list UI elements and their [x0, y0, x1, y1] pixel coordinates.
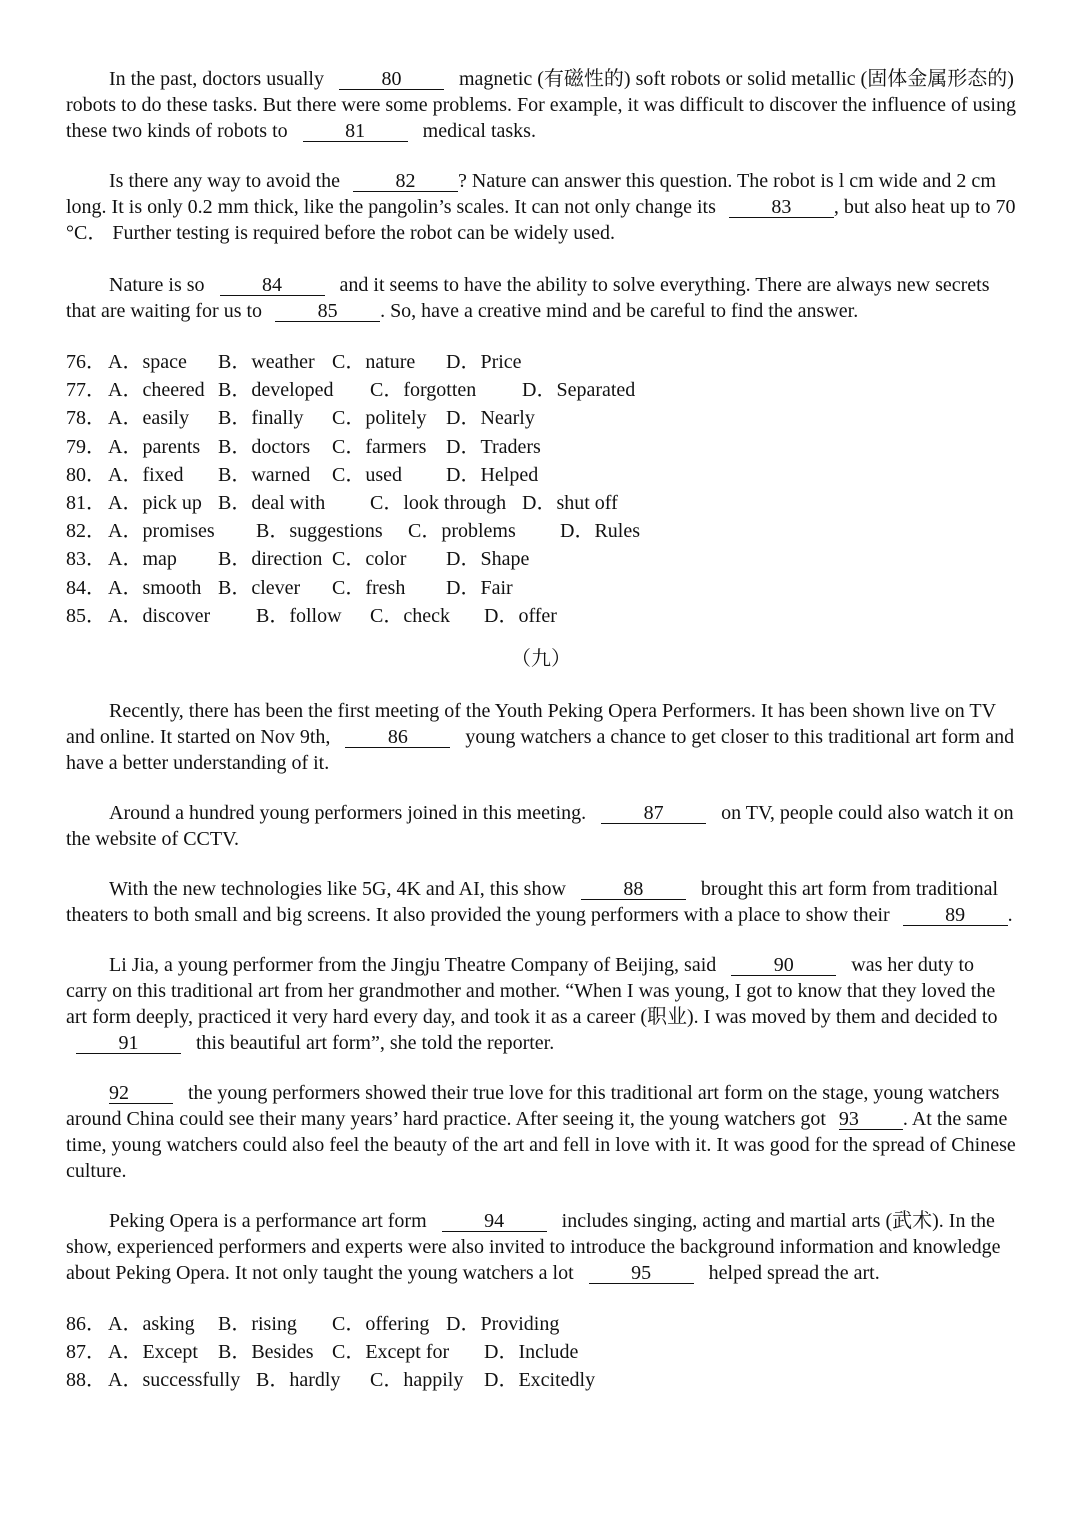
option-c: C．problems — [408, 520, 516, 543]
option-row — [66, 517, 1016, 545]
option-a: A．map — [108, 548, 177, 571]
text: was her duty to carry on this traditional art from her grandmother and mother. “When I was young, I got to know that they loved the art form deeply, practiced it very hard every day, and took it as a career (职业). I was moved by them and decided to — [66, 953, 998, 1028]
option-row — [66, 602, 1016, 630]
paragraph-9 — [66, 1208, 1016, 1286]
option-row — [66, 574, 1016, 602]
option-b: B．Besides — [218, 1341, 314, 1364]
section-title: （九） — [511, 647, 571, 670]
paragraph-7 — [66, 952, 1016, 1056]
blank-85: 85 — [275, 301, 380, 322]
blank-88: 88 — [581, 879, 686, 900]
option-d: D．Fair — [446, 576, 513, 599]
blank-95: 95 — [589, 1263, 694, 1284]
text: . — [1007, 903, 1013, 926]
option-b: B．clever — [218, 576, 301, 599]
question-number: 83． — [66, 548, 106, 571]
option-d: D．Include — [484, 1341, 579, 1364]
text: on TV, people could also watch it on the website of CCTV. — [66, 801, 1014, 850]
text: , but also heat up to 70 °C． Further testing is required before the robot can be widely used. — [66, 196, 1016, 244]
option-row — [66, 376, 1016, 404]
blank-83: 83 — [729, 197, 834, 218]
question-number: 84． — [66, 576, 106, 599]
text: Is there any way to avoid the — [109, 170, 341, 192]
option-c: C．used — [332, 463, 402, 486]
option-a: A．asking — [108, 1312, 195, 1335]
option-row — [66, 461, 1016, 489]
option-b: B．doctors — [218, 435, 311, 458]
text: . So, have a creative mind and be careful to find the answer. — [380, 300, 859, 322]
question-number: 86． — [66, 1312, 106, 1335]
option-c: C．politely — [332, 407, 427, 430]
question-number: 85． — [66, 604, 106, 627]
text: Li Jia, a young performer from the Jingju Theatre Company of Beijing, said — [109, 953, 717, 976]
option-c: C．fresh — [332, 576, 406, 599]
option-row — [66, 1366, 1016, 1394]
option-row — [66, 348, 1016, 376]
option-c: C．check — [370, 604, 450, 627]
document-page — [66, 66, 1016, 1394]
option-c: C．Except for — [332, 1341, 450, 1364]
blank-81: 81 — [303, 121, 408, 142]
option-b: B．developed — [218, 379, 334, 402]
text: young watchers a chance to get closer to this traditional art form and have a better understanding of it. — [66, 725, 1015, 774]
option-b: B．hardly — [256, 1369, 341, 1392]
option-d: D．Providing — [446, 1312, 560, 1335]
question-number: 81． — [66, 491, 106, 514]
option-b: B．suggestions — [256, 520, 383, 543]
option-a: A．space — [108, 351, 187, 373]
blank-94: 94 — [442, 1211, 547, 1232]
option-a: A．promises — [108, 520, 215, 543]
option-a: A．easily — [108, 407, 190, 430]
option-d: D．Excitedly — [484, 1369, 596, 1392]
option-a: A．pick up — [108, 491, 202, 514]
text: Nature is so — [109, 274, 205, 296]
options-list-86-88 — [66, 1310, 1016, 1395]
text: magnetic (有磁性的) soft robots or solid metallic (固体金属形态的) robots to do these tasks. But there were some problems. For example, it was difficult to discover the influence of using these two kinds of robots to — [66, 68, 1016, 142]
blank-82: 82 — [353, 171, 458, 192]
text: medical tasks. — [422, 120, 536, 142]
option-d: D．shut off — [522, 491, 618, 514]
option-row — [66, 404, 1016, 432]
options-list-76-85 — [66, 348, 1016, 630]
option-row — [66, 433, 1016, 461]
paragraph-8 — [66, 1080, 1016, 1184]
paragraph-2 — [66, 168, 1016, 246]
option-b: B．follow — [256, 604, 342, 627]
question-number: 82． — [66, 520, 106, 543]
text: helped spread the art. — [708, 1261, 880, 1284]
option-d: D．Price — [446, 351, 522, 373]
blank-89: 89 — [903, 905, 1008, 926]
paragraph-3 — [66, 272, 1016, 324]
option-row — [66, 489, 1016, 517]
text: the young performers showed their true love for this traditional art form on the stage, young watchers around China could see their many years’ hard practice. After seeing it, the young watchers got — [66, 1081, 1000, 1130]
option-c: C．happily — [370, 1369, 464, 1392]
option-d: D．offer — [484, 604, 557, 627]
question-number: 88． — [66, 1369, 106, 1392]
option-c: C．offering — [332, 1312, 430, 1335]
option-d: D．Shape — [446, 548, 530, 571]
text: Recently, there has been the first meeting of the Youth Peking Opera Performers. It has been shown live on TV and online. It started on Nov 9th, — [66, 699, 996, 748]
option-a: A．successfully — [108, 1369, 241, 1392]
paragraph-5 — [66, 800, 1016, 852]
option-d: D．Traders — [446, 435, 541, 458]
text: . At the same time, young watchers could also feel the beauty of the art and fell in love with it. It was good for the spread of Chinese culture. — [66, 1107, 1016, 1182]
paragraph-1 — [66, 66, 1016, 144]
option-row — [66, 545, 1016, 573]
question-number: 79． — [66, 435, 106, 458]
option-a: A．Except — [108, 1341, 198, 1364]
blank-84: 84 — [220, 275, 325, 296]
option-a: A．cheered — [108, 379, 205, 402]
question-number: 78． — [66, 407, 106, 430]
option-b: B．deal with — [218, 491, 326, 514]
text: includes singing, acting and martial arts (武术). In the show, experienced performers and experts were also invited to introduce the background information and knowledge about Peking Opera. It not only taught the young watchers a lot — [66, 1209, 1001, 1284]
blank-80: 80 — [339, 69, 444, 90]
blank-86: 86 — [345, 727, 450, 748]
option-c: C．nature — [332, 351, 416, 373]
blank-90: 90 — [731, 955, 836, 976]
paragraph-6 — [66, 876, 1016, 928]
text: Peking Opera is a performance art form — [109, 1209, 427, 1232]
blank-93: 93 — [839, 1109, 903, 1130]
text: and it seems to have the ability to solve everything. There are always new secrets that are waiting for us to — [66, 274, 990, 322]
option-a: A．discover — [108, 604, 211, 627]
text: brought this art form from traditional theaters to both small and big screens. It also provided the young performers with a place to show their — [66, 877, 999, 926]
option-b: B．warned — [218, 463, 311, 486]
option-a: A．smooth — [108, 576, 202, 599]
text: In the past, doctors usually — [109, 68, 324, 90]
option-b: B．direction — [218, 548, 323, 571]
option-d: D．Separated — [522, 379, 636, 402]
option-c: C．farmers — [332, 435, 427, 458]
paragraph-4 — [66, 698, 1016, 776]
option-b: B．finally — [218, 407, 304, 430]
option-a: A．parents — [108, 435, 201, 458]
option-c: C．look through — [370, 491, 507, 514]
question-number: 77． — [66, 379, 106, 402]
text: With the new technologies like 5G, 4K and AI, this show — [109, 877, 566, 900]
option-row — [66, 1310, 1016, 1338]
option-d: D．Helped — [446, 463, 539, 486]
option-b: B．weather — [218, 351, 315, 373]
blank-91: 91 — [76, 1033, 181, 1054]
option-c: C．color — [332, 548, 407, 571]
question-number: 80． — [66, 463, 106, 486]
option-a: A．fixed — [108, 463, 184, 486]
text: Around a hundred young performers joined in this meeting. — [109, 801, 587, 824]
question-number: 87． — [66, 1341, 106, 1364]
blank-87: 87 — [601, 803, 706, 824]
option-b: B．rising — [218, 1312, 297, 1335]
option-c: C．forgotten — [370, 379, 477, 402]
option-row — [66, 1338, 1016, 1366]
option-d: D．Rules — [560, 520, 640, 543]
blank-92: 92 — [109, 1083, 173, 1104]
text: this beautiful art form”, she told the reporter. — [196, 1031, 555, 1054]
option-d: D．Nearly — [446, 407, 535, 430]
question-number: 76． — [66, 351, 106, 373]
text: ? Nature can answer this question. The robot is l cm wide and 2 cm long. It is only 0.2 mm thick, like the pangolin’s scales. It can not only change its — [66, 170, 996, 218]
